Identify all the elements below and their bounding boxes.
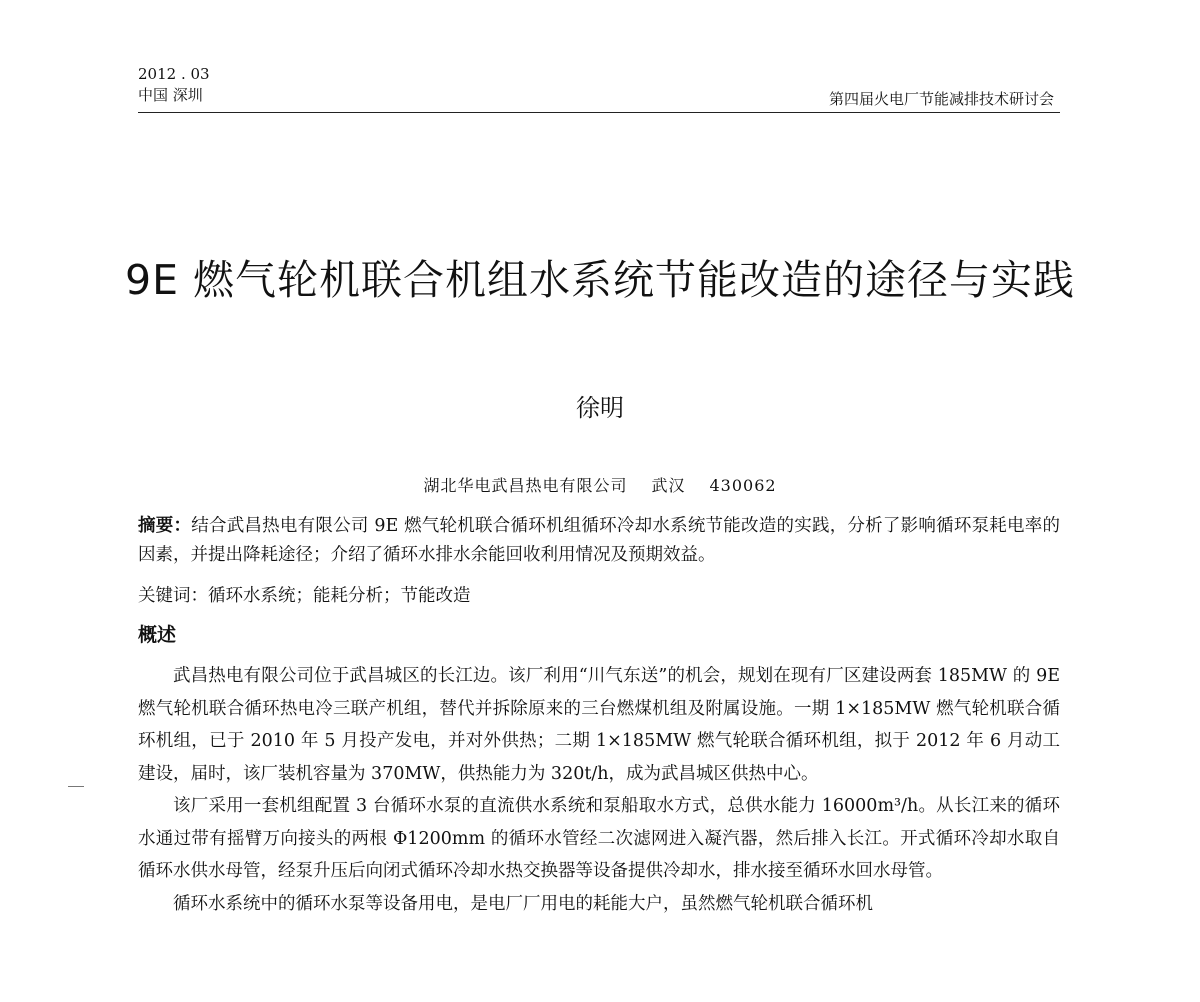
header-date: 2012 . 03	[138, 65, 210, 83]
keywords	[138, 582, 1060, 611]
body-paragraph: 循环水系统中的循环水泵等设备用电，是电厂厂用电的耗能大户，虽然燃气轮机联合循环机	[173, 893, 873, 914]
keywords-text: 循环水系统；能耗分析；节能改造	[208, 586, 471, 606]
body-text	[138, 660, 1060, 920]
abstract-text: 结合武昌热电有限公司 9E 燃气轮机联合循环机组循环冷却水系统节能改造的实践，分析了影响循环泵耗电率的因素，并提出降耗途径；介绍了循环水排水余能回收利用情况及预期效益。	[138, 516, 1061, 565]
header-conference: 第四届火电厂节能减排技术研讨会	[828, 90, 1054, 108]
affiliation-postcode: 430062	[709, 476, 777, 495]
affiliation-org: 湖北华电武昌热电有限公司	[423, 476, 628, 495]
body-paragraph: 武昌热电有限公司位于武昌城区的长江边。该厂利用“川气东送”的机会，规划在现有厂区建设两套 185MW 的 9E 燃气轮机联合循环热电冷三联产机组，替代并拆除原来的三台燃煤机组及附属设施。一期 1×185MW 燃气轮机联合循环机组，已于 2010 年 5 月投产发电，并对外供热；二期 1×185MW 燃气轮联合循环机组，拟于 2012 年 6 月动工建设，届时，该厂装机容量为 370MW，供热能力为 320t/h，成为武昌城区供热中心。	[138, 666, 1060, 784]
page-header	[138, 64, 1060, 113]
affiliation	[0, 475, 1200, 497]
margin-mark	[68, 786, 84, 787]
header-left	[138, 64, 210, 106]
header-place: 中国 深圳	[138, 86, 203, 104]
abstract	[138, 512, 1060, 570]
author-name: 徐明	[576, 394, 624, 422]
body-paragraph: 该厂采用一套机组配置 3 台循环水泵的直流供水系统和泵船取水方式，总供水能力 16000m³/h。从长江来的循环水通过带有摇臂万向接头的两根 Φ1200mm 的循环水管经二次滤网进入凝汽器，然后排入长江。开式循环冷却水取自循环水供水母管，经泵升压后向闭式循环冷却水热交换器等设备提供冷却水，排水接至循环水回水母管。	[138, 796, 1060, 881]
affiliation-city: 武汉	[651, 476, 686, 495]
keywords-label: 关键词：	[138, 586, 208, 606]
paper-title: 9E 燃气轮机联合机组水系统节能改造的途径与实践	[124, 256, 1076, 304]
section-heading: 概述	[138, 624, 177, 646]
abstract-label: 摘要：	[138, 516, 192, 536]
